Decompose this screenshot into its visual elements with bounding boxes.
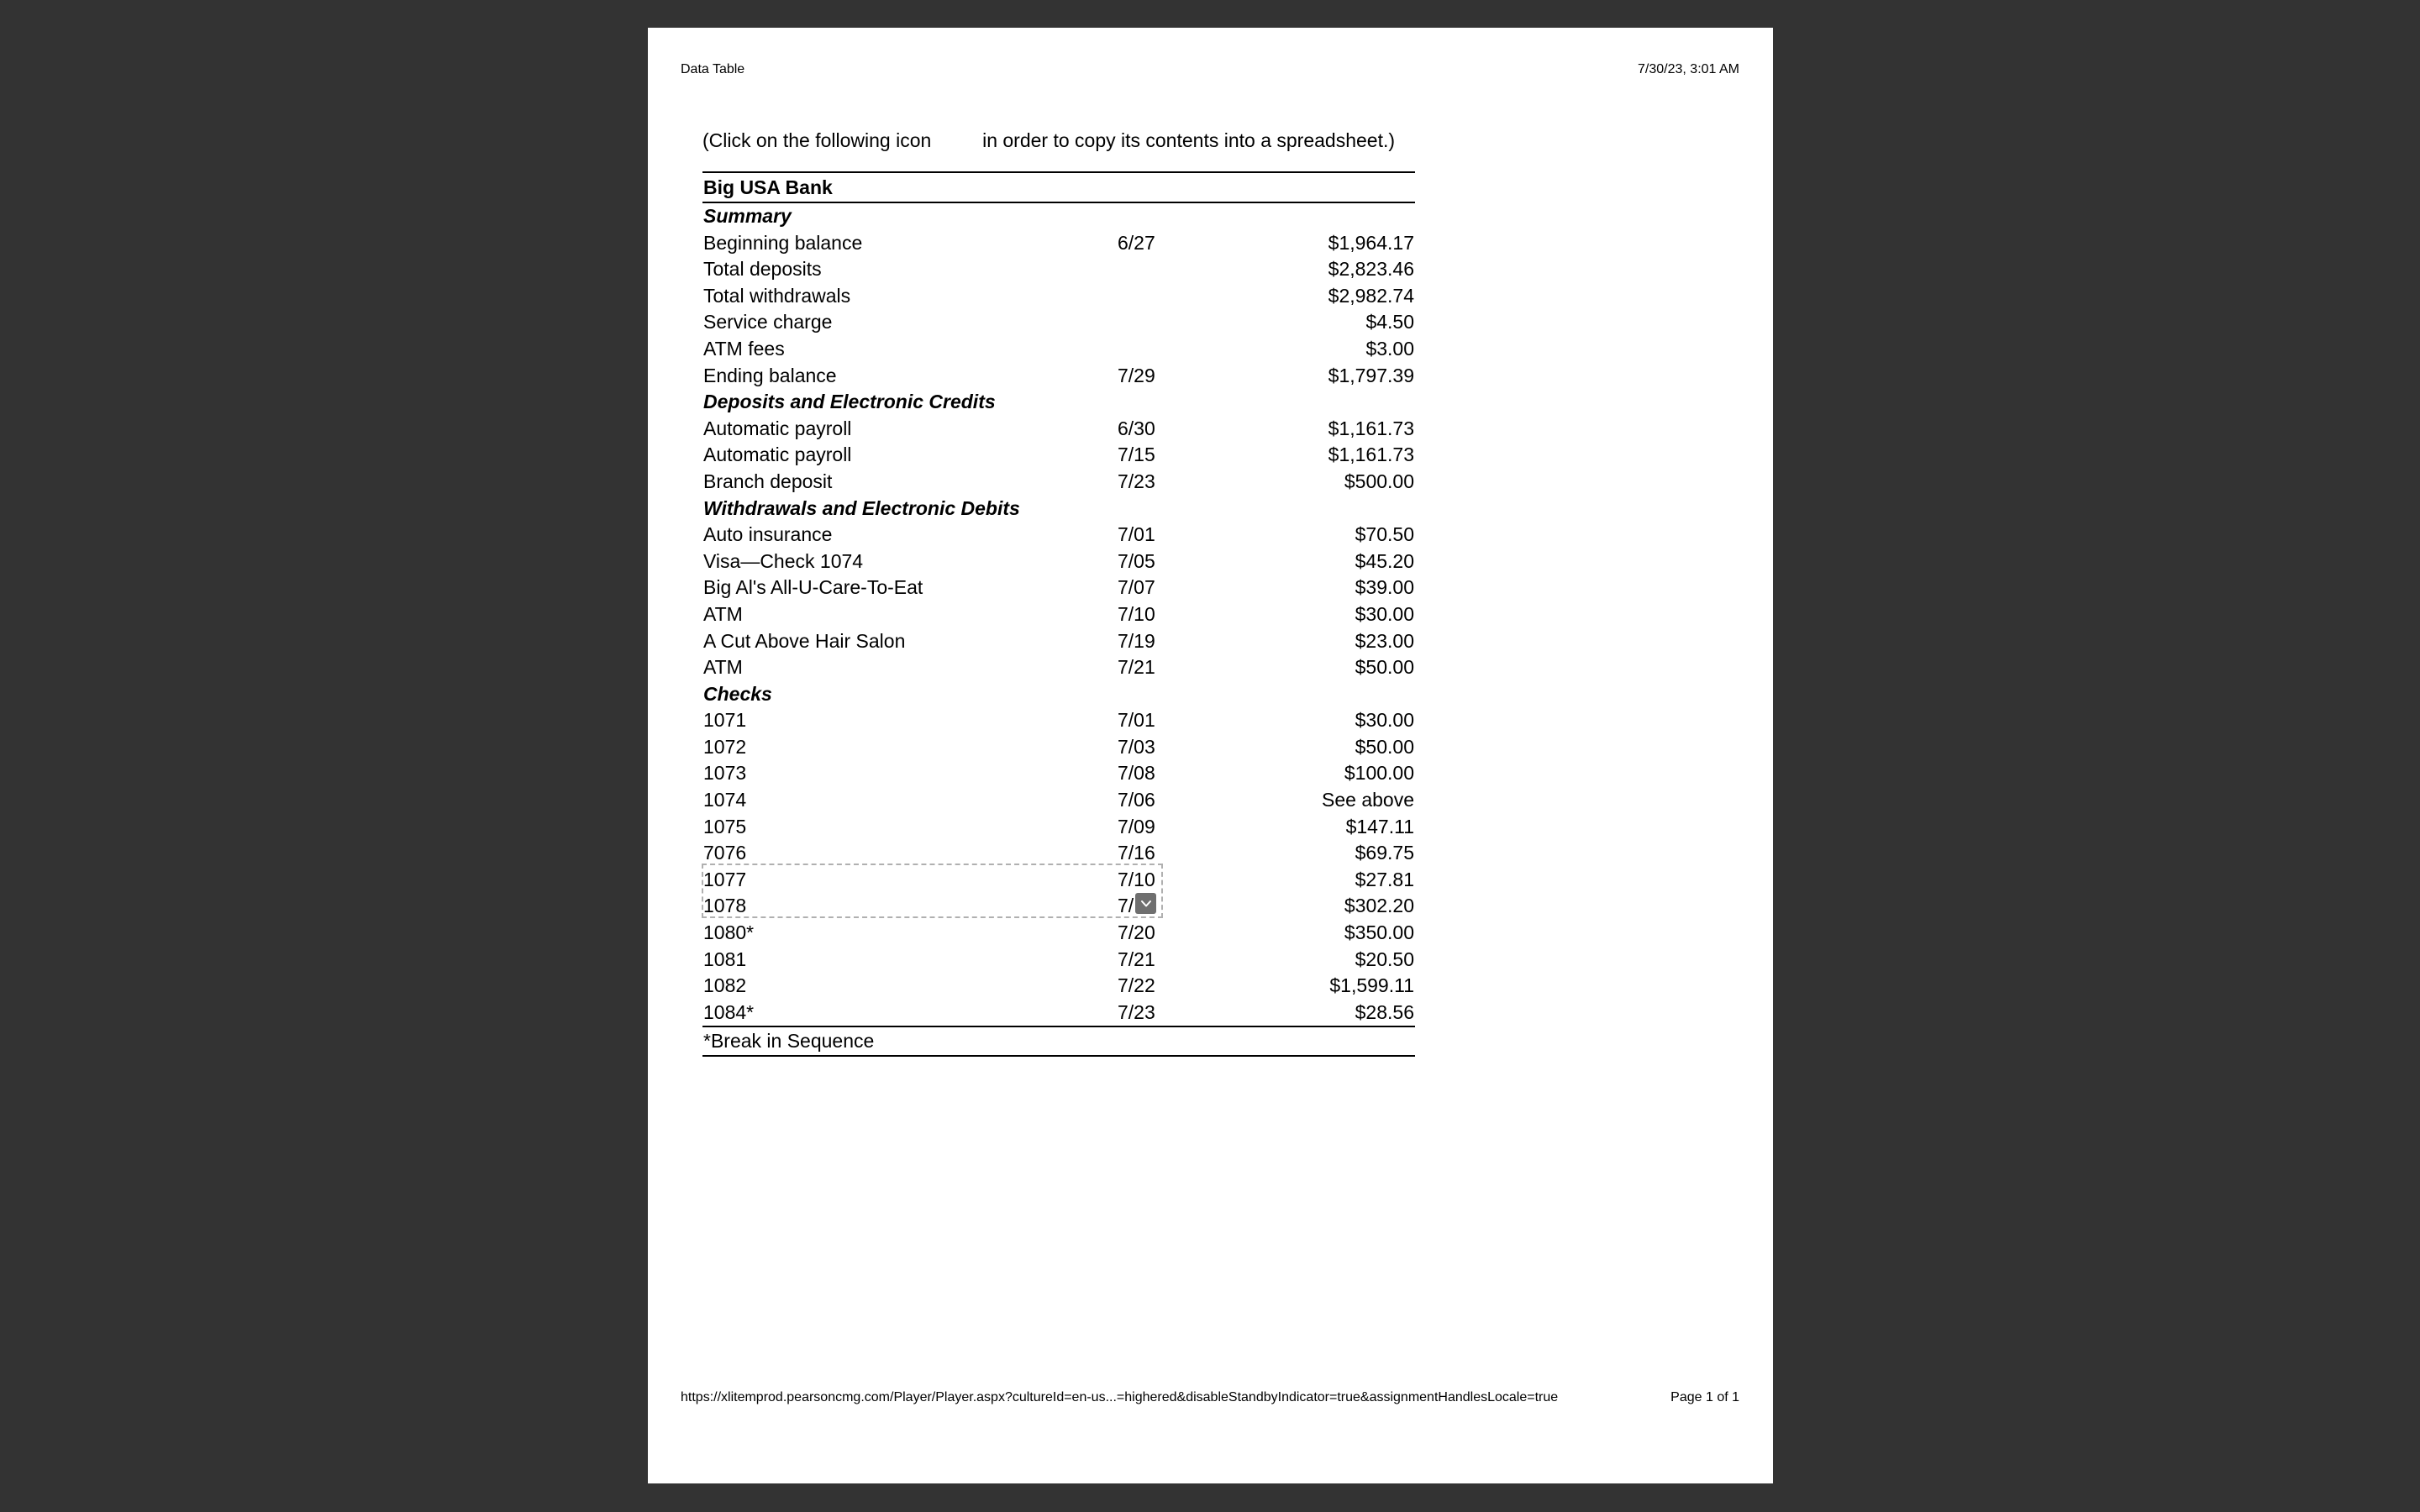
footnote-row	[702, 1027, 1415, 1055]
section-heading-checks	[702, 681, 1415, 708]
row-label: 1077	[703, 868, 747, 890]
row-amount: $3.00	[1365, 337, 1414, 360]
row-date: 7/23	[1118, 1000, 1155, 1023]
row-date: 7/10	[1118, 602, 1155, 625]
row-amount: $27.81	[1355, 868, 1414, 890]
withdrawal-rows	[702, 522, 1415, 681]
row-label: 1080*	[703, 921, 755, 944]
row-date: 7/20	[1118, 921, 1155, 944]
chevron-down-icon	[1139, 897, 1153, 911]
table-row	[702, 760, 1415, 787]
row-label: Total deposits	[703, 258, 822, 281]
row-label: 7076	[703, 842, 747, 864]
row-label: Branch deposit	[703, 470, 833, 492]
row-label: Automatic payroll	[703, 444, 852, 466]
row-amount: $350.00	[1344, 921, 1414, 944]
row-label: 1078	[703, 895, 747, 917]
row-date: 7/16	[1118, 842, 1155, 864]
row-label: 1074	[703, 789, 747, 811]
section-title: Withdrawals and Electronic Debits	[703, 496, 1020, 519]
row-amount: $1,964.17	[1328, 231, 1414, 254]
row-label: 1071	[703, 709, 747, 732]
row-date: 7/08	[1118, 762, 1155, 785]
table-row	[702, 363, 1415, 390]
row-label: 1072	[703, 735, 747, 758]
table-row	[702, 787, 1415, 814]
row-label: ATM	[703, 602, 743, 625]
table-row	[702, 893, 1415, 920]
row-amount: $45.20	[1355, 549, 1414, 572]
row-date: 7/06	[1118, 789, 1155, 811]
table-row	[702, 734, 1415, 761]
check-rows	[702, 707, 1415, 1026]
row-amount: $1,797.39	[1328, 364, 1414, 386]
row-date: 6/27	[1118, 231, 1155, 254]
row-amount: $30.00	[1355, 709, 1414, 732]
row-amount: $23.00	[1355, 629, 1414, 652]
row-amount: $50.00	[1355, 735, 1414, 758]
table-row	[702, 469, 1415, 496]
row-date: 7/	[1118, 895, 1134, 917]
row-amount: $70.50	[1355, 523, 1414, 546]
row-amount: $39.00	[1355, 576, 1414, 599]
row-label: Ending balance	[703, 364, 837, 386]
spreadsheet-icon-placeholder[interactable]	[937, 130, 977, 147]
section-heading-deposits	[702, 389, 1415, 416]
row-amount: $1,599.11	[1329, 974, 1414, 997]
row-label: 1075	[703, 815, 747, 837]
row-amount: $1,161.73	[1328, 417, 1414, 439]
row-label: Automatic payroll	[703, 417, 852, 439]
row-amount: $30.00	[1355, 602, 1414, 625]
row-date: 7/01	[1118, 709, 1155, 732]
instruction-before: (Click on the following icon	[702, 129, 932, 151]
row-date: 7/07	[1118, 576, 1155, 599]
table-row	[702, 920, 1415, 947]
table-row	[702, 707, 1415, 734]
row-amount: $100.00	[1344, 762, 1414, 785]
table-row	[702, 814, 1415, 841]
instruction-text	[702, 126, 1425, 155]
row-label: ATM fees	[703, 337, 785, 360]
table-row	[702, 522, 1415, 549]
section-heading-summary	[702, 203, 1415, 230]
table-row	[702, 628, 1415, 655]
row-amount: $1,161.73	[1328, 444, 1414, 466]
section-title: Checks	[703, 682, 772, 705]
row-date: 7/22	[1118, 974, 1155, 997]
table-end-rule	[702, 1055, 1415, 1057]
document-page	[648, 28, 1773, 1483]
table-row	[702, 867, 1415, 894]
summary-rows	[702, 230, 1415, 390]
print-header-date: 7/30/23, 3:01 AM	[1638, 62, 1739, 76]
bank-name: Big USA Bank	[703, 176, 833, 198]
row-amount: $20.50	[1355, 948, 1414, 970]
row-label: 1081	[703, 948, 747, 970]
row-label: Big Al's All-U-Care-To-Eat	[703, 576, 923, 599]
instruction-after: in order to copy its contents into a spreadsheet.)	[982, 129, 1396, 151]
table-row	[702, 549, 1415, 575]
row-label: 1084*	[703, 1000, 755, 1023]
deposit-rows	[702, 416, 1415, 496]
row-label: 1082	[703, 974, 747, 997]
row-date: 7/21	[1118, 948, 1155, 970]
bank-statement-table	[702, 171, 1415, 1057]
section-title: Summary	[703, 205, 792, 227]
row-date: 7/05	[1118, 549, 1155, 572]
row-label: 1073	[703, 762, 747, 785]
row-label: Visa—Check 1074	[703, 549, 864, 572]
row-label: Total withdrawals	[703, 284, 851, 307]
row-label: Auto insurance	[703, 523, 833, 546]
table-row	[702, 309, 1415, 336]
table-row	[702, 336, 1415, 363]
table-row	[702, 575, 1415, 601]
table-row	[702, 1000, 1415, 1026]
row-date: 7/29	[1118, 364, 1155, 386]
table-row	[702, 654, 1415, 681]
row-amount: $2,823.46	[1328, 258, 1414, 281]
row-amount: $69.75	[1355, 842, 1414, 864]
row-date: 7/01	[1118, 523, 1155, 546]
row-amount: $2,982.74	[1328, 284, 1414, 307]
row-date: 7/23	[1118, 470, 1155, 492]
row-amount: See above	[1322, 789, 1414, 811]
table-row	[702, 601, 1415, 628]
row-date: 7/15	[1118, 444, 1155, 466]
row-date: 6/30	[1118, 417, 1155, 439]
row-label: Service charge	[703, 311, 833, 333]
bank-name-row	[702, 173, 1415, 202]
print-footer-page-number: Page 1 of 1	[1670, 1390, 1739, 1404]
copy-to-spreadsheet-button[interactable]	[1135, 893, 1156, 914]
table-row	[702, 416, 1415, 443]
table-row	[702, 973, 1415, 1000]
row-label: Beginning balance	[703, 231, 863, 254]
table-row	[702, 283, 1415, 310]
row-amount: $50.00	[1355, 656, 1414, 679]
section-heading-withdrawals	[702, 496, 1415, 522]
print-header-title: Data Table	[681, 62, 745, 76]
section-title: Deposits and Electronic Credits	[703, 391, 996, 413]
row-date: 7/10	[1118, 868, 1155, 890]
row-amount: $302.20	[1344, 895, 1414, 917]
row-amount: $500.00	[1344, 470, 1414, 492]
row-amount: $147.11	[1345, 815, 1414, 837]
table-row	[702, 947, 1415, 974]
footnote-text: *Break in Sequence	[703, 1030, 875, 1053]
table-row	[702, 256, 1415, 283]
row-label: A Cut Above Hair Salon	[703, 629, 906, 652]
table-row	[702, 442, 1415, 469]
table-row	[702, 230, 1415, 257]
row-date: 7/09	[1118, 815, 1155, 837]
row-amount: $28.56	[1355, 1000, 1414, 1023]
table-row	[702, 840, 1415, 867]
row-amount: $4.50	[1365, 311, 1414, 333]
row-date: 7/03	[1118, 735, 1155, 758]
row-date: 7/21	[1118, 656, 1155, 679]
print-footer-url: https://xlitemprod.pearsoncmg.com/Player/Player.aspx?cultureId=en-us...=highered&disableStandbyIndicator=true&assignmentHandlesLocale=true	[681, 1390, 1559, 1404]
row-label: ATM	[703, 656, 743, 679]
row-date: 7/19	[1118, 629, 1155, 652]
